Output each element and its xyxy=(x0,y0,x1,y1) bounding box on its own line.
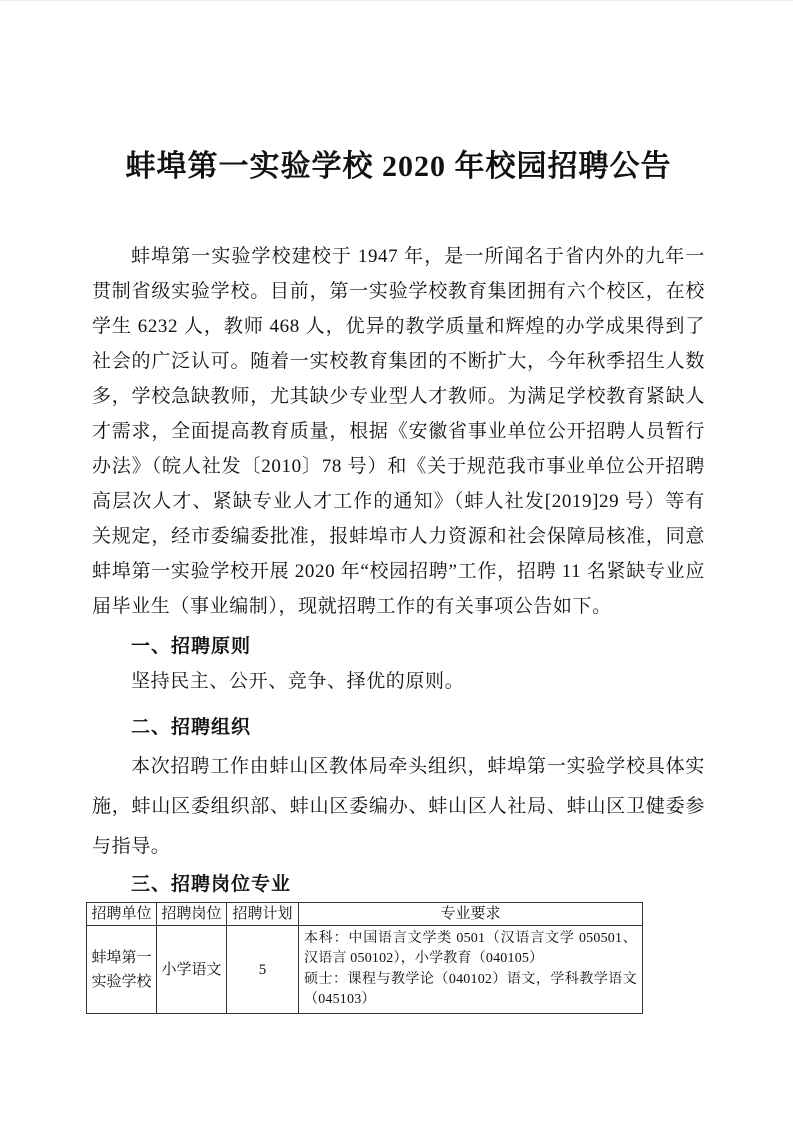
position-cell: 小学语文 xyxy=(157,926,227,1014)
table-header-row xyxy=(87,903,643,926)
requirement-line-master: 硕士：课程与教学论（040102）语文，学科教学语文（045103） xyxy=(304,971,637,1007)
positions-table xyxy=(86,902,643,1014)
header-cell-unit: 招聘单位 xyxy=(87,903,157,926)
table-row xyxy=(87,926,643,1014)
requirements-cell xyxy=(299,926,643,1014)
header-cell-plan: 招聘计划 xyxy=(227,903,299,926)
section-heading-positions: 三、招聘岗位专业 xyxy=(131,874,292,895)
section-heading-organization: 二、招聘组织 xyxy=(131,717,252,738)
plan-cell: 5 xyxy=(227,926,299,1014)
section-body-principles: 坚持民主、公开、竞争、择优的原则。 xyxy=(131,671,465,692)
requirement-line-bachelor: 本科：中国语言文学类 0501（汉语言文学 050501、汉语言 050102），小学教育（040105） xyxy=(304,930,637,966)
page-title: 蚌埠第一实验学校 2020 年校园招聘公告 xyxy=(125,150,672,183)
intro-paragraph: 蚌埠第一实验学校建校于 1947 年，是一所闻名于省内外的九年一贯制省级实验学校。目前，第一实验学校教育集团拥有六个校区，在校学生 6232 人，教师 468 人，优异的教学质量和辉煌的办学成果得到了社会的广泛认可。随着一实校教育集团的不断扩大，今年秋季招生人数多，学校急缺教师，尤其缺少专业型人才教师。为满足学校教育紧缺人才需求，全面提高教育质量，根据《安徽省事业单位公开招聘人员暂行办法》（皖人社发〔2010〕78 号）和《关于规范我市事业单位公开招聘高层次人才、紧缺专业人才工作的通知》（蚌人社发[2019]29 号）等有关规定，经市委编委批准，报蚌埠市人力资源和社会保障局核准，同意蚌埠第一实验学校开展 2020 年“校园招聘”工作，招聘 11 名紧缺专业应届毕业生（事业编制），现就招聘工作的有关事项公告如下。 xyxy=(92,246,705,617)
section-body-organization: 本次招聘工作由蚌山区教体局牵头组织，蚌埠第一实验学校具体实施，蚌山区委组织部、蚌山区委编办、蚌山区人社局、蚌山区卫健委参与指导。 xyxy=(92,756,705,857)
header-cell-requirements: 专业要求 xyxy=(299,903,643,926)
header-cell-position: 招聘岗位 xyxy=(157,903,227,926)
document-content xyxy=(92,1,705,1014)
section-heading-principles: 一、招聘原则 xyxy=(131,636,252,657)
unit-cell: 蚌埠第一实验学校 xyxy=(87,926,157,1014)
